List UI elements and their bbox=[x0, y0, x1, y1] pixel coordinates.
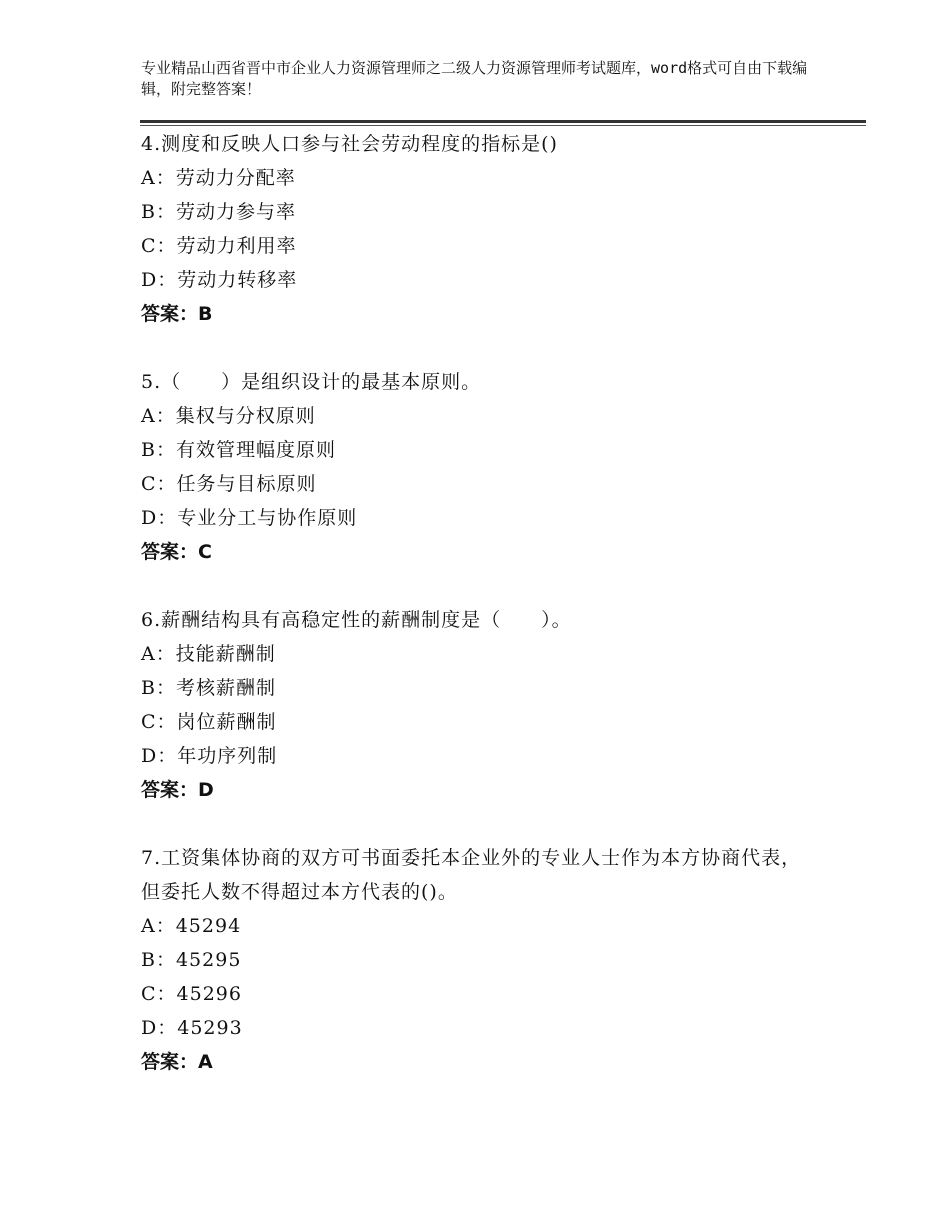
answer-value: A bbox=[198, 1051, 213, 1073]
question-text: 5.（ ）是组织设计的最基本原则。 bbox=[141, 371, 482, 393]
option-b: B：有效管理幅度原则 bbox=[141, 439, 336, 461]
answer-line bbox=[141, 773, 821, 807]
answer-label: 答案： bbox=[141, 303, 199, 325]
answer-value: D bbox=[198, 779, 214, 801]
question-text: 4.测度和反映人口参与社会劳动程度的指标是() bbox=[141, 133, 558, 155]
option-a: A：45294 bbox=[141, 915, 242, 937]
option-d: D：年功序列制 bbox=[141, 745, 278, 767]
document-header: 专业精品山西省晋中市企业人力资源管理师之二级人力资源管理师考试题库，word格式可自由下载编辑，附完整答案！ bbox=[141, 59, 808, 98]
option-d: D：45293 bbox=[141, 1017, 243, 1039]
question-4 bbox=[141, 127, 821, 331]
answer-line bbox=[141, 297, 821, 331]
option-d: D：专业分工与协作原则 bbox=[141, 507, 358, 529]
option-c: C：任务与目标原则 bbox=[141, 473, 317, 495]
header-divider-thin bbox=[140, 125, 866, 126]
option-a: A：劳动力分配率 bbox=[141, 167, 296, 189]
question-text: 7.工资集体协商的双方可书面委托本企业外的专业人士作为本方协商代表，但委托人数不得超过本方代表的()。 bbox=[141, 847, 802, 903]
answer-value: C bbox=[198, 541, 212, 563]
question-7 bbox=[141, 841, 821, 1079]
question-6 bbox=[141, 603, 821, 807]
option-a: A：集权与分权原则 bbox=[141, 405, 316, 427]
question-text: 6.薪酬结构具有高稳定性的薪酬制度是（ ）。 bbox=[141, 609, 572, 631]
answer-label: 答案： bbox=[141, 1051, 199, 1073]
option-c: C：岗位薪酬制 bbox=[141, 711, 277, 733]
answer-label: 答案： bbox=[141, 541, 199, 563]
option-d: D：劳动力转移率 bbox=[141, 269, 298, 291]
option-b: B：考核薪酬制 bbox=[141, 677, 276, 699]
option-b: B：劳动力参与率 bbox=[141, 201, 296, 223]
question-list bbox=[141, 127, 821, 1113]
header-divider-thick bbox=[140, 120, 866, 123]
option-a: A：技能薪酬制 bbox=[141, 643, 276, 665]
option-c: C：45296 bbox=[141, 983, 242, 1005]
answer-label: 答案： bbox=[141, 779, 199, 801]
option-b: B：45295 bbox=[141, 949, 242, 971]
answer-line bbox=[141, 1045, 821, 1079]
question-5 bbox=[141, 365, 821, 569]
answer-value: B bbox=[198, 303, 213, 325]
option-c: C：劳动力利用率 bbox=[141, 235, 297, 257]
answer-line bbox=[141, 535, 821, 569]
